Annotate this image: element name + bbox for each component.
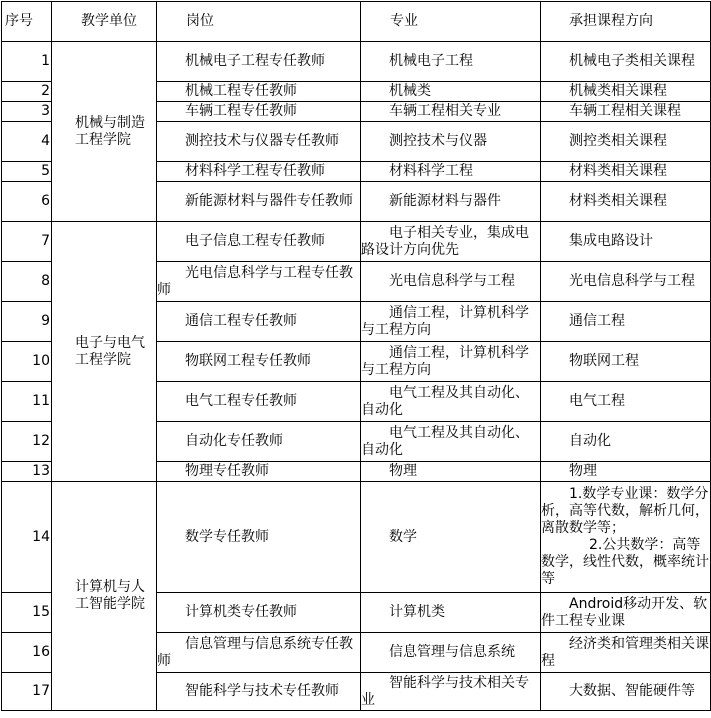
row-no: 4 xyxy=(2,122,52,162)
unit-cs: 计算机与人工智能学院 xyxy=(52,482,157,711)
row-position: 信息管理与信息系统专任教师 xyxy=(157,633,361,673)
row-course: 机械类相关课程 xyxy=(541,82,711,102)
row-major: 机械类 xyxy=(361,82,541,102)
row-no: 13 xyxy=(2,462,52,482)
row-no: 3 xyxy=(2,102,52,122)
row-no: 6 xyxy=(2,182,52,222)
row-no: 16 xyxy=(2,633,52,673)
header-no: 序号 xyxy=(2,2,52,42)
row-course: 测控类相关课程 xyxy=(541,122,711,162)
row-course: 车辆工程相关课程 xyxy=(541,102,711,122)
row-position: 数学专任教师 xyxy=(157,482,361,593)
row-no: 10 xyxy=(2,342,52,382)
row-course: 材料类相关课程 xyxy=(541,162,711,182)
row-course: 大数据、智能硬件等 xyxy=(541,673,711,711)
row-no: 14 xyxy=(2,482,52,593)
row-major: 物理 xyxy=(361,462,541,482)
header-position: 岗位 xyxy=(157,2,361,42)
row-position: 电子信息工程专任教师 xyxy=(157,222,361,262)
table-row xyxy=(2,482,711,593)
row-course: 材料类相关课程 xyxy=(541,182,711,222)
row-position: 新能源材料与器件专任教师 xyxy=(157,182,361,222)
row-major: 机械电子工程 xyxy=(361,42,541,82)
row-position: 机械电子工程专任教师 xyxy=(157,42,361,82)
row-major: 计算机类 xyxy=(361,593,541,633)
row-position: 机械工程专任教师 xyxy=(157,82,361,102)
row-no: 5 xyxy=(2,162,52,182)
row-no: 9 xyxy=(2,302,52,342)
row-major: 电气工程及其自动化、自动化 xyxy=(361,422,541,462)
header-unit: 教学单位 xyxy=(52,2,157,42)
row-course: 物理 xyxy=(541,462,711,482)
row-no: 12 xyxy=(2,422,52,462)
row-position: 通信工程专任教师 xyxy=(157,302,361,342)
row-course xyxy=(541,482,711,593)
header-major: 专业 xyxy=(361,2,541,42)
row-no: 7 xyxy=(2,222,52,262)
course-line-2: 2.公共数学：高等数学，线性代数，概率统计等 xyxy=(541,537,709,587)
row-position: 光电信息科学与工程专任教师 xyxy=(157,262,361,302)
row-major: 电气工程及其自动化、自动化 xyxy=(361,382,541,422)
row-no: 1 xyxy=(2,42,52,82)
row-major: 材料科学工程 xyxy=(361,162,541,182)
header-row xyxy=(2,2,711,42)
row-no: 11 xyxy=(2,382,52,422)
row-major: 智能科学与技术相关专业 xyxy=(361,673,541,711)
course-line-1: 1.数学专业课：数学分析，高等代数，解析几何，离散数学等； xyxy=(541,486,709,536)
row-course: 机械电子类相关课程 xyxy=(541,42,711,82)
row-position: 物理专任教师 xyxy=(157,462,361,482)
row-major: 新能源材料与器件 xyxy=(361,182,541,222)
table-row xyxy=(2,222,711,262)
row-major: 电子相关专业，集成电路设计方向优先 xyxy=(361,222,541,262)
row-position: 电气工程专任教师 xyxy=(157,382,361,422)
row-course: 集成电路设计 xyxy=(541,222,711,262)
row-course: 通信工程 xyxy=(541,302,711,342)
table-row xyxy=(2,42,711,82)
row-major: 车辆工程相关专业 xyxy=(361,102,541,122)
row-major: 数学 xyxy=(361,482,541,593)
row-position: 车辆工程专任教师 xyxy=(157,102,361,122)
row-no: 15 xyxy=(2,593,52,633)
row-course: 自动化 xyxy=(541,422,711,462)
row-position: 自动化专任教师 xyxy=(157,422,361,462)
row-course: 电气工程 xyxy=(541,382,711,422)
row-course: Android移动开发、软件工程专业课 xyxy=(541,593,711,633)
row-major: 测控技术与仪器 xyxy=(361,122,541,162)
row-no: 8 xyxy=(2,262,52,302)
row-no: 2 xyxy=(2,82,52,102)
row-position: 物联网工程专任教师 xyxy=(157,342,361,382)
header-course: 承担课程方向 xyxy=(541,2,711,42)
unit-mech: 机械与制造工程学院 xyxy=(52,42,157,222)
recruitment-table xyxy=(1,1,711,711)
row-course: 经济类和管理类相关课程 xyxy=(541,633,711,673)
row-major: 光电信息科学与工程 xyxy=(361,262,541,302)
unit-elec: 电子与电气工程学院 xyxy=(52,222,157,482)
row-no: 17 xyxy=(2,673,52,711)
row-position: 计算机类专任教师 xyxy=(157,593,361,633)
row-position: 材料科学工程专任教师 xyxy=(157,162,361,182)
row-major: 通信工程，计算机科学与工程方向 xyxy=(361,342,541,382)
row-major: 信息管理与信息系统 xyxy=(361,633,541,673)
row-course: 光电信息科学与工程 xyxy=(541,262,711,302)
row-position: 测控技术与仪器专任教师 xyxy=(157,122,361,162)
row-major: 通信工程，计算机科学与工程方向 xyxy=(361,302,541,342)
row-course: 物联网工程 xyxy=(541,342,711,382)
row-position: 智能科学与技术专任教师 xyxy=(157,673,361,711)
